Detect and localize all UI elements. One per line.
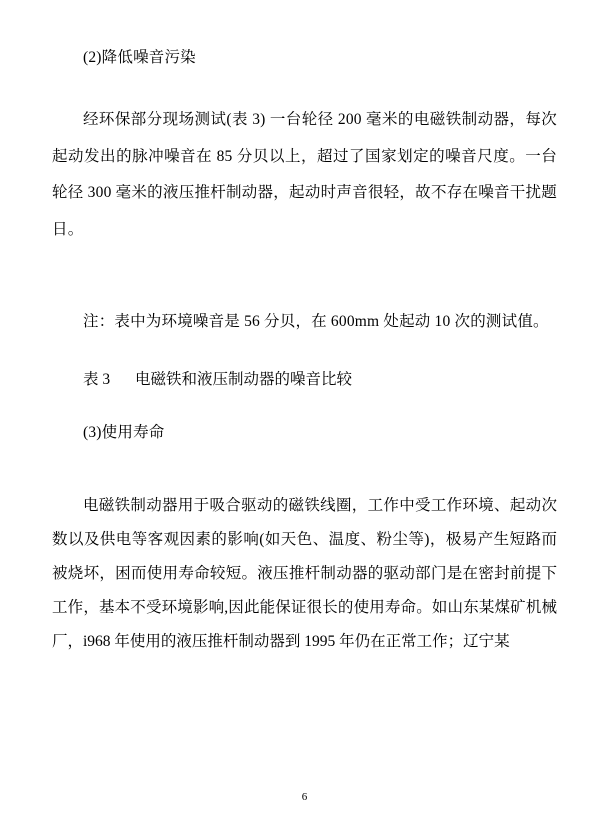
page-number: 6 xyxy=(301,791,308,803)
table-caption xyxy=(52,367,557,389)
spacer xyxy=(52,389,557,415)
paragraph-noise-test: 经环保部分现场测试(表 3) 一台轮径 200 毫米的电磁铁制动器，每次起动发出的脉冲噪音在 85 分贝以上，超过了国家划定的噪音尺度。一台轮径 300 毫米的液压推杆制动器，起动时声音很轻，故不存在噪音干扰题日。 xyxy=(52,111,557,238)
table-caption-text: 电磁铁和液压制动器的噪音比较 xyxy=(134,370,352,388)
section-heading-service-life: (3)使用寿命 xyxy=(83,423,165,441)
spacer xyxy=(52,451,557,489)
table-caption-number: 表 3 xyxy=(83,370,111,388)
note-measurement: 注：表中为环境噪音是 56 分贝，在 600mm 处起动 10 次的测试值。 xyxy=(83,313,549,331)
paragraph-service-life: 电磁铁制动器用于吸合驱动的磁铁线圈，工作中受工作环境、起动次数以及供电等客观因素的影响(如天色、温度、粉尘等)，极易产生短路而被烧坏，困而使用寿命较短。液压推杆制动器的驱动部门是在密封前提下工作，基本不受环境影响,因此能保证很长的使用寿命。如山东某煤矿机械厂，i968 年使用的液压推杆制动器到 1995 年仍在正常工作；辽宁某 xyxy=(52,496,557,651)
section-heading-noise: (2)降低噪音污染 xyxy=(83,49,196,66)
spacer xyxy=(52,248,557,304)
spacer xyxy=(52,76,557,102)
spacer xyxy=(52,341,557,367)
